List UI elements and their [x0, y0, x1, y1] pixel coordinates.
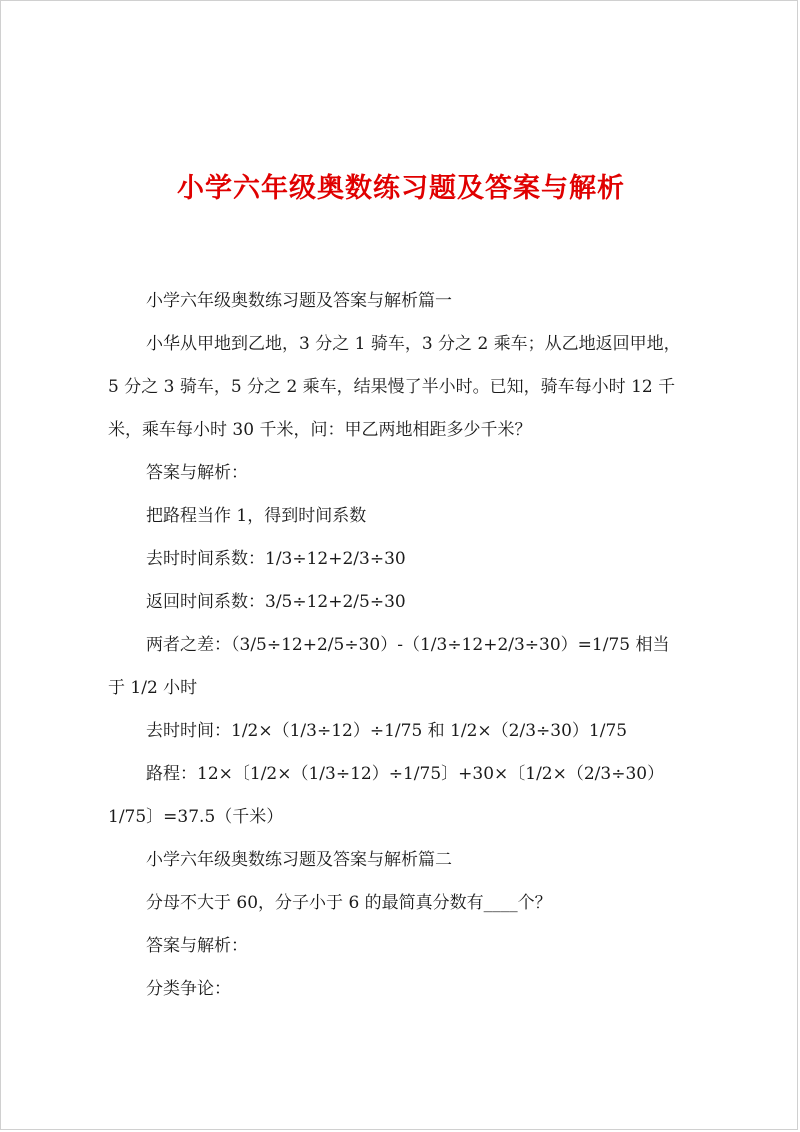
- solution-step-6-line-2: 1/75〕=37.5（千米）: [108, 807, 284, 827]
- solution-step-4-line-2: 于 1/2 小时: [108, 678, 198, 698]
- problem-2: 分母不大于 60，分子小于 6 的最简真分数有____个？: [146, 893, 552, 913]
- answer-label-1: 答案与解析：: [146, 463, 248, 483]
- solution-step-6-line-1: 路程：12×〔1/2×（1/3÷12）÷1/75〕+30×〔1/2×（2/3÷30）: [146, 764, 665, 784]
- page-title: 小学六年级奥数练习题及答案与解析: [177, 173, 625, 204]
- solution-step-3: 返回时间系数：3/5÷12+2/5÷30: [146, 592, 406, 612]
- solution-step-7: 分类争论：: [146, 979, 231, 999]
- problem-1-line-3: 米，乘车每小时 30 千米，问：甲乙两地相距多少千米？: [108, 420, 532, 440]
- section-heading-2: 小学六年级奥数练习题及答案与解析篇二: [146, 850, 452, 870]
- solution-step-1: 把路程当作 1，得到时间系数: [146, 506, 367, 526]
- solution-step-4-line-1: 两者之差：（3/5÷12+2/5÷30）-（1/3÷12+2/3÷30）=1/75 相当: [146, 635, 670, 655]
- problem-1-line-2: 5 分之 3 骑车，5 分之 2 乘车，结果慢了半小时。已知，骑车每小时 12 千: [108, 377, 676, 397]
- problem-1-line-1: 小华从甲地到乙地，3 分之 1 骑车，3 分之 2 乘车；从乙地返回甲地，: [146, 334, 681, 354]
- answer-label-2: 答案与解析：: [146, 936, 248, 956]
- solution-step-2: 去时时间系数：1/3÷12+2/3÷30: [146, 549, 406, 569]
- solution-step-5: 去时时间：1/2×（1/3÷12）÷1/75 和 1/2×（2/3÷30）1/75: [146, 721, 628, 741]
- section-heading-1: 小学六年级奥数练习题及答案与解析篇一: [146, 291, 452, 311]
- solution-step-4: [108, 624, 698, 710]
- problem-1-paragraph: [108, 323, 698, 452]
- solution-step-6: [108, 753, 698, 839]
- document-body: [108, 280, 698, 1011]
